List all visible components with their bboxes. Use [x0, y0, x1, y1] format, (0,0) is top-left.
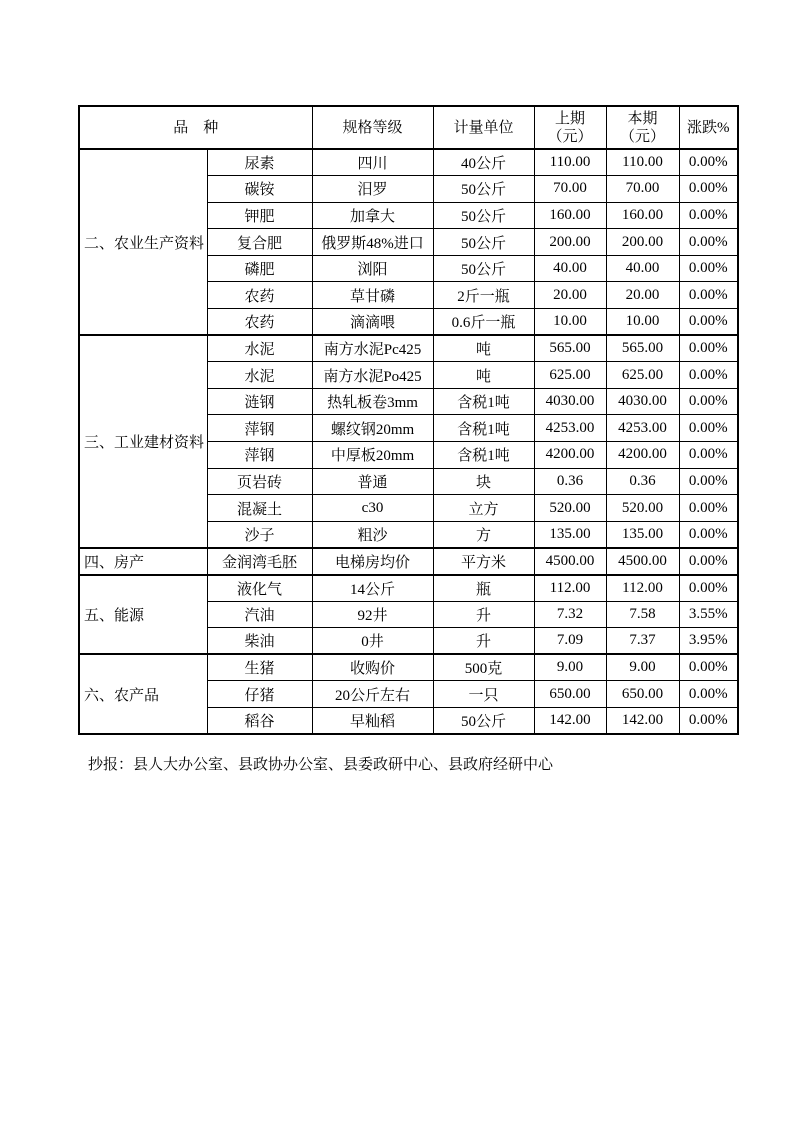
spec-cell: 浏阳 — [312, 255, 433, 282]
change-cell: 0.00% — [679, 229, 738, 256]
price-table-header — [79, 106, 738, 149]
table-row — [79, 654, 738, 681]
change-cell: 0.00% — [679, 575, 738, 602]
prev-cell: 565.00 — [534, 335, 606, 362]
curr-cell: 650.00 — [606, 681, 679, 708]
prev-cell: 135.00 — [534, 521, 606, 548]
category-cell: 二、农业生产资料 — [79, 149, 207, 335]
prev-cell: 200.00 — [534, 229, 606, 256]
change-cell: 0.00% — [679, 255, 738, 282]
item-cell: 金润湾毛胚 — [207, 548, 312, 575]
change-cell: 0.00% — [679, 362, 738, 389]
curr-cell: 4030.00 — [606, 388, 679, 415]
change-cell: 0.00% — [679, 654, 738, 681]
curr-cell: 4200.00 — [606, 442, 679, 469]
curr-cell: 20.00 — [606, 282, 679, 309]
change-cell: 0.00% — [679, 495, 738, 522]
item-cell: 页岩砖 — [207, 468, 312, 495]
unit-cell: 50公斤 — [433, 707, 534, 734]
spec-cell: 汨罗 — [312, 176, 433, 203]
col-header-prev-line1: 上期 — [555, 110, 586, 127]
change-cell: 0.00% — [679, 176, 738, 203]
change-cell: 0.00% — [679, 442, 738, 469]
spec-cell: 早籼稻 — [312, 707, 433, 734]
item-cell: 汽油 — [207, 601, 312, 628]
unit-cell: 方 — [433, 521, 534, 548]
table-row — [79, 335, 738, 362]
change-cell: 0.00% — [679, 548, 738, 575]
spec-cell: 南方水泥Pc425 — [312, 335, 433, 362]
spec-cell: c30 — [312, 495, 433, 522]
prev-cell: 4030.00 — [534, 388, 606, 415]
prev-cell: 160.00 — [534, 202, 606, 229]
spec-cell: 加拿大 — [312, 202, 433, 229]
item-cell: 仔猪 — [207, 681, 312, 708]
item-cell: 尿素 — [207, 149, 312, 176]
footer-note: 抄报：县人大办公室、县政协办公室、县委政研中心、县政府经研中心 — [88, 757, 554, 773]
prev-cell: 70.00 — [534, 176, 606, 203]
curr-cell: 142.00 — [606, 707, 679, 734]
unit-cell: 2斤一瓶 — [433, 282, 534, 309]
item-cell: 稻谷 — [207, 707, 312, 734]
item-cell: 萍钢 — [207, 442, 312, 469]
curr-cell: 520.00 — [606, 495, 679, 522]
spec-cell: 0井 — [312, 628, 433, 655]
unit-cell: 50公斤 — [433, 255, 534, 282]
unit-cell: 一只 — [433, 681, 534, 708]
unit-cell: 吨 — [433, 335, 534, 362]
spec-cell: 热轧板卷3mm — [312, 388, 433, 415]
curr-cell: 625.00 — [606, 362, 679, 389]
unit-cell: 立方 — [433, 495, 534, 522]
col-header-change: 涨跌% — [679, 106, 738, 149]
category-cell: 五、能源 — [79, 575, 207, 655]
curr-cell: 110.00 — [606, 149, 679, 176]
prev-cell: 142.00 — [534, 707, 606, 734]
spec-cell: 粗沙 — [312, 521, 433, 548]
unit-cell: 块 — [433, 468, 534, 495]
change-cell: 0.00% — [679, 309, 738, 336]
spec-cell: 南方水泥Po425 — [312, 362, 433, 389]
curr-cell: 40.00 — [606, 255, 679, 282]
spec-cell: 电梯房均价 — [312, 548, 433, 575]
unit-cell: 40公斤 — [433, 149, 534, 176]
prev-cell: 20.00 — [534, 282, 606, 309]
item-cell: 沙子 — [207, 521, 312, 548]
prev-cell: 650.00 — [534, 681, 606, 708]
item-cell: 钾肥 — [207, 202, 312, 229]
change-cell: 0.00% — [679, 707, 738, 734]
spec-cell: 四川 — [312, 149, 433, 176]
unit-cell: 50公斤 — [433, 202, 534, 229]
category-cell: 三、工业建材资料 — [79, 335, 207, 548]
col-header-prev — [534, 106, 606, 149]
curr-cell: 565.00 — [606, 335, 679, 362]
spec-cell: 草甘磷 — [312, 282, 433, 309]
curr-cell: 4253.00 — [606, 415, 679, 442]
item-cell: 复合肥 — [207, 229, 312, 256]
col-header-prev-line2: （元） — [547, 128, 593, 145]
item-cell: 混凝土 — [207, 495, 312, 522]
change-cell: 0.00% — [679, 282, 738, 309]
change-cell: 3.95% — [679, 628, 738, 655]
col-header-unit: 计量单位 — [433, 106, 534, 149]
item-cell: 碳铵 — [207, 176, 312, 203]
curr-cell: 200.00 — [606, 229, 679, 256]
col-header-curr — [606, 106, 679, 149]
category-cell: 六、农产品 — [79, 654, 207, 734]
prev-cell: 4200.00 — [534, 442, 606, 469]
price-table-body — [79, 149, 738, 734]
spec-cell: 俄罗斯48%进口 — [312, 229, 433, 256]
prev-cell: 7.09 — [534, 628, 606, 655]
item-cell: 柴油 — [207, 628, 312, 655]
unit-cell: 升 — [433, 601, 534, 628]
unit-cell: 含税1吨 — [433, 388, 534, 415]
curr-cell: 7.58 — [606, 601, 679, 628]
curr-cell: 112.00 — [606, 575, 679, 602]
col-header-category: 品 种 — [79, 106, 312, 149]
curr-cell: 10.00 — [606, 309, 679, 336]
unit-cell: 50公斤 — [433, 176, 534, 203]
change-cell: 3.55% — [679, 601, 738, 628]
item-cell: 生猪 — [207, 654, 312, 681]
change-cell: 0.00% — [679, 415, 738, 442]
item-cell: 农药 — [207, 282, 312, 309]
unit-cell: 吨 — [433, 362, 534, 389]
prev-cell: 520.00 — [534, 495, 606, 522]
table-row — [79, 575, 738, 602]
change-cell: 0.00% — [679, 202, 738, 229]
unit-cell: 0.6斤一瓶 — [433, 309, 534, 336]
spec-cell: 普通 — [312, 468, 433, 495]
unit-cell: 瓶 — [433, 575, 534, 602]
curr-cell: 7.37 — [606, 628, 679, 655]
change-cell: 0.00% — [679, 681, 738, 708]
prev-cell: 4500.00 — [534, 548, 606, 575]
change-cell: 0.00% — [679, 149, 738, 176]
header-row — [79, 106, 738, 149]
col-header-curr-line1: 本期 — [627, 110, 658, 127]
change-cell: 0.00% — [679, 521, 738, 548]
prev-cell: 9.00 — [534, 654, 606, 681]
spec-cell: 14公斤 — [312, 575, 433, 602]
unit-cell: 升 — [433, 628, 534, 655]
item-cell: 涟钢 — [207, 388, 312, 415]
col-header-curr-line2: （元） — [620, 128, 666, 145]
item-cell: 萍钢 — [207, 415, 312, 442]
spec-cell: 螺纹钢20mm — [312, 415, 433, 442]
prev-cell: 7.32 — [534, 601, 606, 628]
prev-cell: 10.00 — [534, 309, 606, 336]
prev-cell: 112.00 — [534, 575, 606, 602]
curr-cell: 9.00 — [606, 654, 679, 681]
change-cell: 0.00% — [679, 388, 738, 415]
col-header-spec: 规格等级 — [312, 106, 433, 149]
prev-cell: 0.36 — [534, 468, 606, 495]
unit-cell: 含税1吨 — [433, 442, 534, 469]
table-row — [79, 548, 738, 575]
category-cell: 四、房产 — [79, 548, 207, 575]
prev-cell: 625.00 — [534, 362, 606, 389]
item-cell: 水泥 — [207, 362, 312, 389]
curr-cell: 0.36 — [606, 468, 679, 495]
curr-cell: 135.00 — [606, 521, 679, 548]
price-table — [78, 105, 739, 735]
unit-cell: 500克 — [433, 654, 534, 681]
prev-cell: 4253.00 — [534, 415, 606, 442]
curr-cell: 4500.00 — [606, 548, 679, 575]
spec-cell: 92井 — [312, 601, 433, 628]
item-cell: 液化气 — [207, 575, 312, 602]
spec-cell: 20公斤左右 — [312, 681, 433, 708]
change-cell: 0.00% — [679, 335, 738, 362]
prev-cell: 40.00 — [534, 255, 606, 282]
change-cell: 0.00% — [679, 468, 738, 495]
curr-cell: 160.00 — [606, 202, 679, 229]
curr-cell: 70.00 — [606, 176, 679, 203]
unit-cell: 50公斤 — [433, 229, 534, 256]
spec-cell: 中厚板20mm — [312, 442, 433, 469]
item-cell: 水泥 — [207, 335, 312, 362]
unit-cell: 含税1吨 — [433, 415, 534, 442]
spec-cell: 收购价 — [312, 654, 433, 681]
item-cell: 磷肥 — [207, 255, 312, 282]
item-cell: 农药 — [207, 309, 312, 336]
prev-cell: 110.00 — [534, 149, 606, 176]
unit-cell: 平方米 — [433, 548, 534, 575]
table-row — [79, 149, 738, 176]
spec-cell: 滴滴喂 — [312, 309, 433, 336]
